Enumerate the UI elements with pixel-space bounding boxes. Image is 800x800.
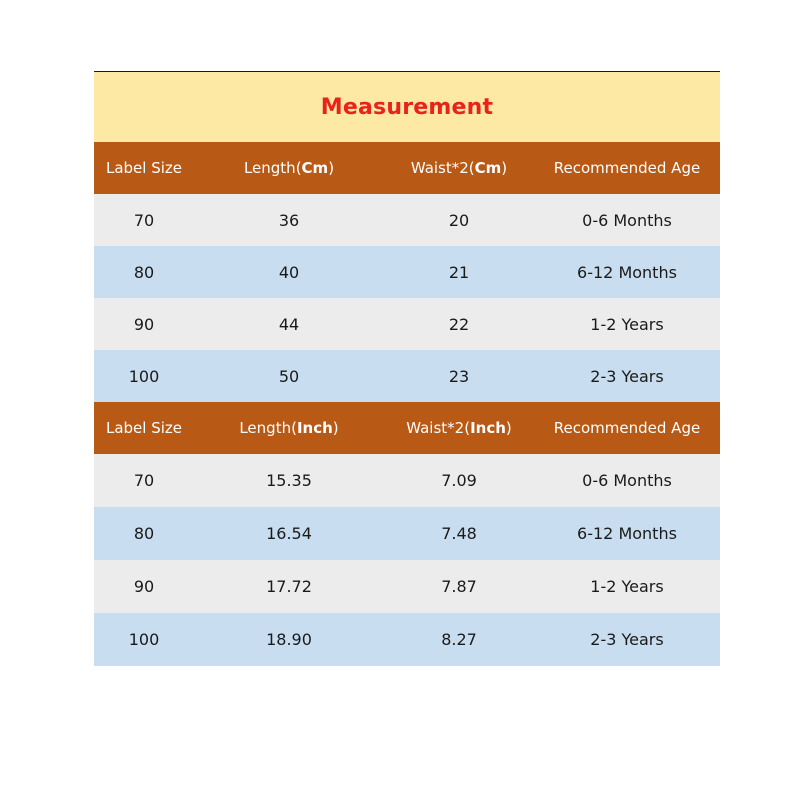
header-length-unit: Cm (301, 159, 329, 177)
cell-waist: 7.87 (441, 577, 477, 596)
cell-waist: 23 (448, 366, 470, 386)
cell-length: 17.72 (266, 577, 312, 596)
header-waist-prefix: Waist*2( (406, 419, 471, 437)
header-waist-prefix: Waist*2( (410, 159, 475, 177)
cell-age: 0-6 Months (582, 471, 672, 490)
table-row (94, 560, 720, 613)
cell-waist: 7.48 (441, 524, 477, 543)
cell-label-size: 90 (133, 314, 155, 334)
cell-waist: 7.09 (441, 471, 477, 490)
header-length-close: ) (328, 159, 335, 177)
cell-age: 6-12 Months (577, 524, 677, 543)
cell-label-size: 70 (133, 471, 155, 490)
cell-length: 15.35 (266, 471, 312, 490)
header-length (194, 142, 384, 194)
cell-age: 0-6 Months (582, 210, 672, 230)
header-label-size: Label Size (105, 419, 183, 437)
table-row (94, 613, 720, 666)
cell-waist: 21 (448, 262, 470, 282)
cell-length: 44 (278, 314, 300, 334)
header-length-prefix: Length( (243, 159, 302, 177)
cell-length: 40 (278, 262, 300, 282)
header-length-unit: Inch (296, 419, 333, 437)
header-waist (384, 402, 534, 454)
cell-label-size: 80 (133, 262, 155, 282)
table-row (94, 507, 720, 560)
cell-age: 1-2 Years (590, 577, 664, 596)
header-waist-close: ) (505, 419, 512, 437)
cell-age: 1-2 Years (590, 314, 664, 334)
header-recommended-age: Recommended Age (553, 159, 701, 177)
cell-waist: 22 (448, 314, 470, 334)
header-label-size: Label Size (105, 159, 183, 177)
table-row (94, 454, 720, 507)
header-waist-close: ) (501, 159, 508, 177)
cell-length: 16.54 (266, 524, 312, 543)
header-length-prefix: Length( (239, 419, 297, 437)
table-row (94, 298, 720, 350)
header-length (194, 402, 384, 454)
cell-length: 36 (278, 210, 300, 230)
cell-age: 2-3 Years (590, 366, 664, 386)
table-row (94, 246, 720, 298)
cell-label-size: 100 (128, 630, 160, 649)
cell-label-size: 90 (133, 577, 155, 596)
chart-title: Measurement (320, 94, 494, 120)
header-waist-unit: Cm (474, 159, 502, 177)
cell-waist: 20 (448, 210, 470, 230)
title-bar (94, 72, 720, 142)
header-length-close: ) (332, 419, 339, 437)
table-row (94, 194, 720, 246)
cell-label-size: 80 (133, 524, 155, 543)
header-row-inch (94, 402, 720, 454)
cell-waist: 8.27 (441, 630, 477, 649)
table-row (94, 350, 720, 402)
header-recommended-age: Recommended Age (553, 419, 701, 437)
cell-age: 2-3 Years (590, 630, 664, 649)
size-chart-table (94, 71, 720, 660)
cell-length: 18.90 (266, 630, 312, 649)
header-row-cm (94, 142, 720, 194)
cell-age: 6-12 Months (577, 262, 677, 282)
cell-label-size: 70 (133, 210, 155, 230)
cell-label-size: 100 (128, 366, 160, 386)
cell-length: 50 (278, 366, 300, 386)
header-waist-unit: Inch (470, 419, 506, 437)
header-waist (384, 142, 534, 194)
